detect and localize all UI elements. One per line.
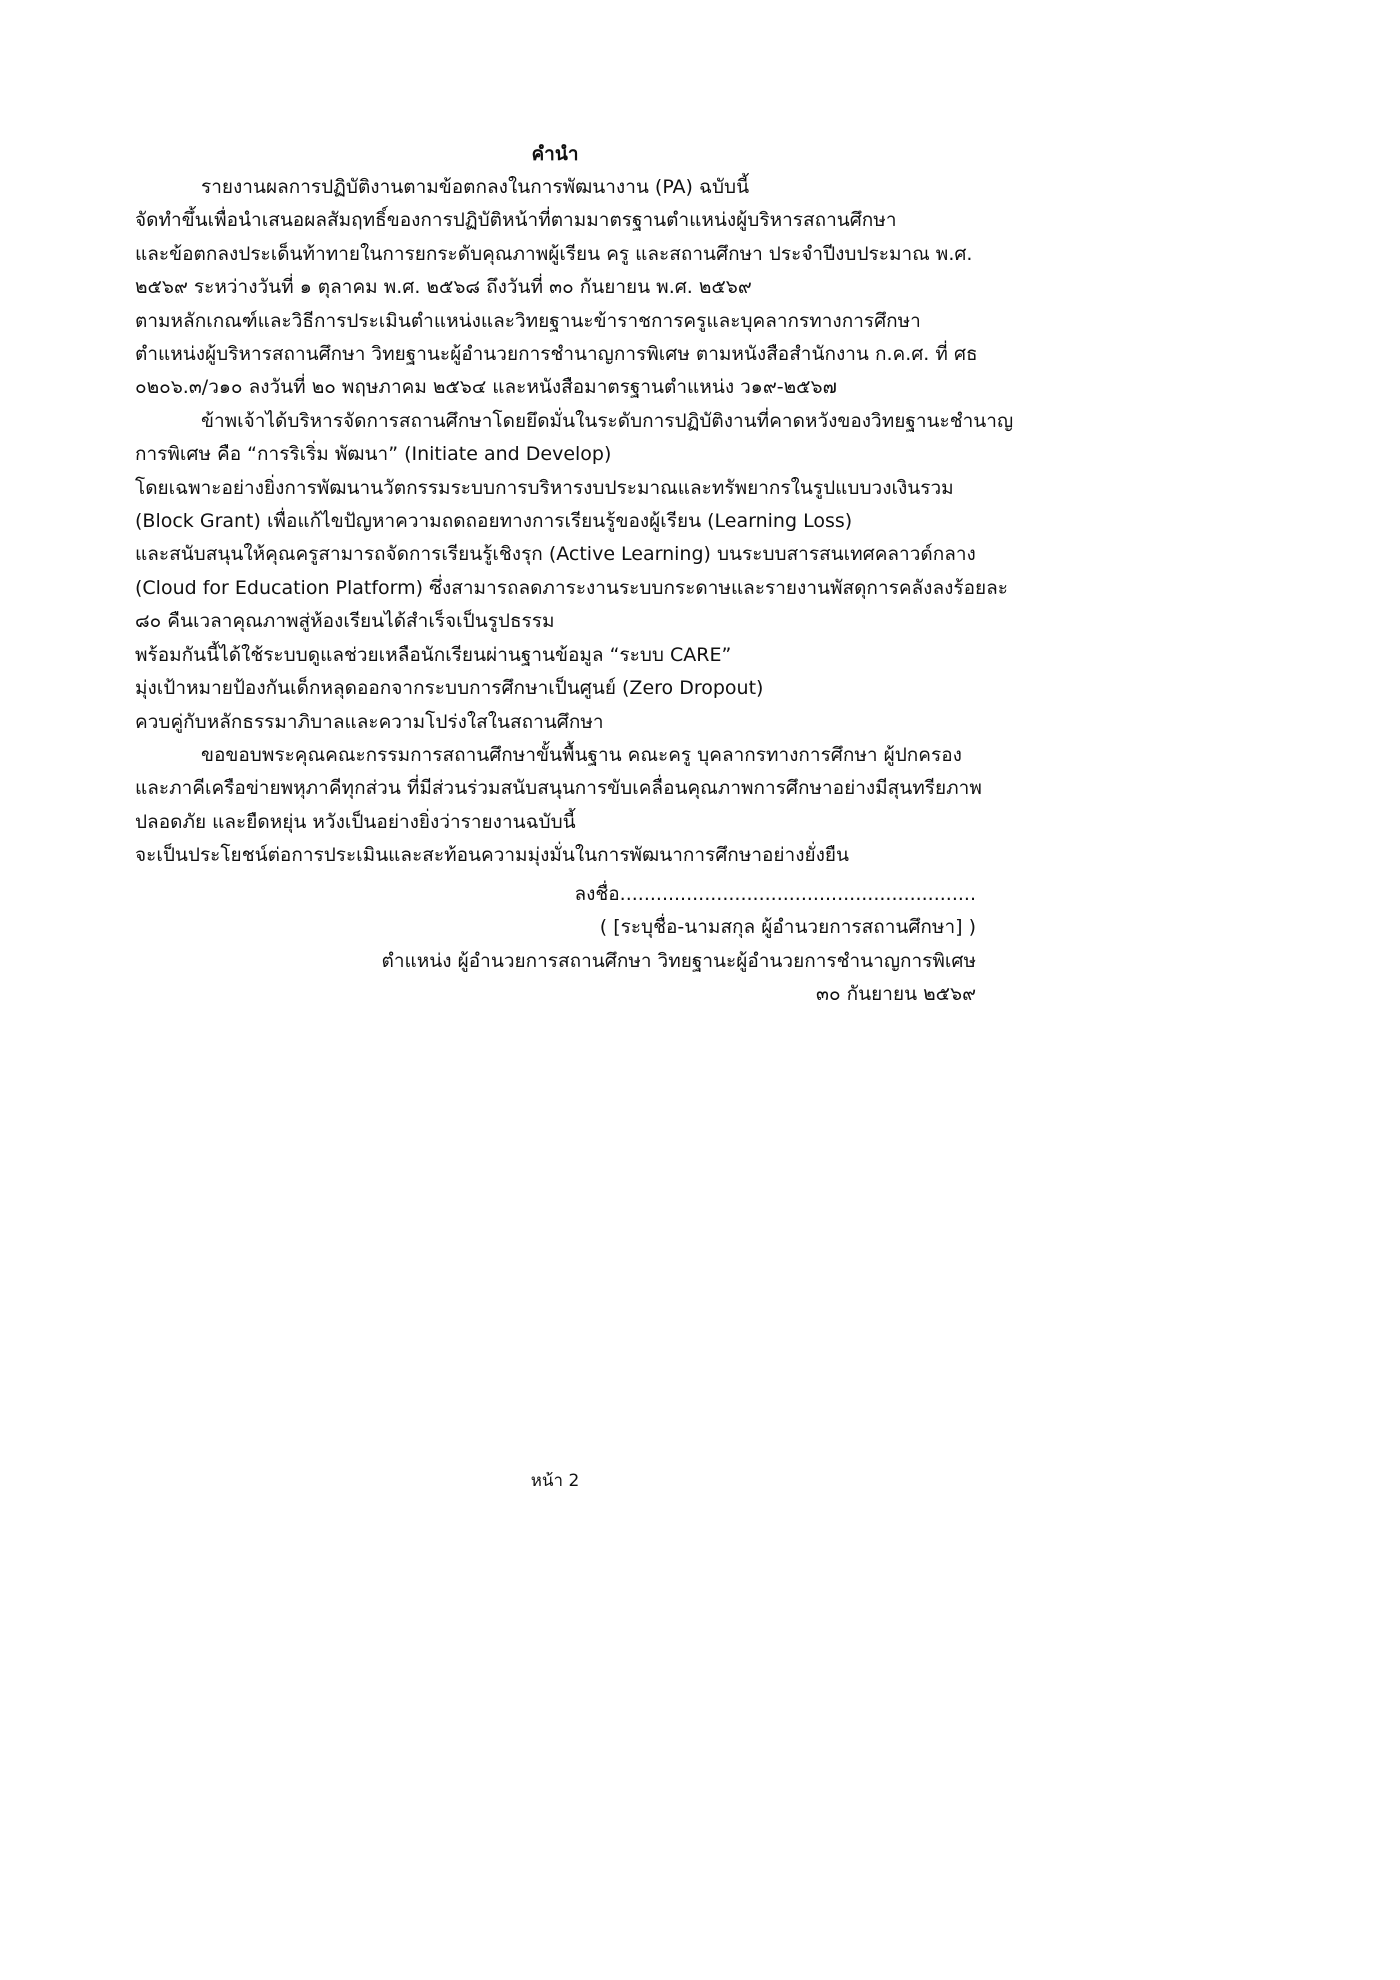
signature-date: ๓๐ กันยายน ๒๕๖๙ — [816, 983, 976, 1006]
document-body — [135, 171, 1014, 873]
paragraph-2-line: มุ่งเป้าหมายป้องกันเด็กหลุดออกจากระบบการศึกษาเป็นศูนย์ (Zero Dropout) — [135, 677, 764, 700]
paragraph-2-line: ๘๐ คืนเวลาคุณภาพสู่ห้องเรียนได้สำเร็จเป็นรูปธรรม — [135, 610, 555, 633]
paragraph-2-line: ควบคู่กับหลักธรรมาภิบาลและความโปร่งใสในสถานศึกษา — [135, 710, 604, 733]
signature-block — [135, 878, 976, 1012]
paragraph-1-line: ตำแหน่งผู้บริหารสถานศึกษา วิทยฐานะผู้อำนวยการชำนาญการพิเศษ ตามหนังสือสำนักงาน ก.ค.ศ. ที่ ศธ — [135, 343, 978, 366]
document-title: คำนำ — [531, 143, 579, 165]
paragraph-2-line: และสนับสนุนให้คุณครูสามารถจัดการเรียนรู้เชิงรุก (Active Learning) บนระบบสารสนเทศคลาวด์กลาง — [135, 543, 976, 566]
paragraph-3-line: จะเป็นประโยชน์ต่อการประเมินและสะท้อนความมุ่งมั่นในการพัฒนาการศึกษาอย่างยั่งยืน — [135, 844, 850, 867]
paragraph-2-line: (Block Grant) เพื่อแก้ไขปัญหาความถดถอยทางการเรียนรู้ของผู้เรียน (Learning Loss) — [135, 510, 853, 533]
paragraph-3-line: และภาคีเครือข่ายพหุภาคีทุกส่วน ที่มีส่วนร่วมสนับสนุนการขับเคลื่อนคุณภาพการศึกษาอย่างมีสุนทรียภาพ — [135, 777, 982, 800]
page-number: หน้า 2 — [530, 1471, 580, 1491]
paragraph-2-line: (Cloud for Education Platform) ซึ่งสามารถลดภาระงานระบบกระดาษและรายงานพัสดุการคลังลงร้อยละ — [135, 576, 1008, 599]
paragraph-1-line: รายงานผลการปฏิบัติงานตามข้อตกลงในการพัฒนางาน (PA) ฉบับนี้ — [201, 176, 750, 198]
paragraph-1-line: ๐๒๐๖.๓/ว๑๐ ลงวันที่ ๒๐ พฤษภาคม ๒๕๖๔ และหนังสือมาตรฐานตำแหน่ง ว๑๙-๒๕๖๗ — [135, 376, 837, 399]
paragraph-1-line: จัดทำขึ้นเพื่อนำเสนอผลสัมฤทธิ์ของการปฏิบัติหน้าที่ตามมาตรฐานตำแหน่งผู้บริหารสถานศึกษา — [135, 209, 897, 232]
signer-name: ( [ระบุชื่อ-นามสกุล ผู้อำนวยการสถานศึกษา] ) — [599, 916, 976, 939]
paragraph-1-line: ตามหลักเกณฑ์และวิธีการประเมินตำแหน่งและวิทยฐานะข้าราชการครูและบุคลากรทางการศึกษา — [135, 309, 921, 332]
paragraph-1-line: และข้อตกลงประเด็นท้าทายในการยกระดับคุณภาพผู้เรียน ครู และสถานศึกษา ประจำปีงบประมาณ พ.ศ. — [135, 242, 973, 265]
paragraph-2-line: การพิเศษ คือ “การริเริ่ม พัฒนา” (Initiate and Develop) — [135, 443, 612, 466]
paragraph-3-line: ปลอดภัย และยืดหยุ่น หวังเป็นอย่างยิ่งว่ารายงานฉบับนี้ — [135, 810, 576, 833]
paragraph-3-line: ขอขอบพระคุณคณะกรรมการสถานศึกษาขั้นพื้นฐาน คณะครู บุคลากรทางการศึกษา ผู้ปกครอง — [201, 743, 962, 766]
signature-line: ลงชื่อ........................................................... — [574, 883, 976, 905]
paragraph-1-line: ๒๕๖๙ ระหว่างวันที่ ๑ ตุลาคม พ.ศ. ๒๕๖๘ ถึงวันที่ ๓๐ กันยายน พ.ศ. ๒๕๖๙ — [135, 276, 752, 299]
paragraph-2-line: พร้อมกันนี้ได้ใช้ระบบดูแลช่วยเหลือนักเรียนผ่านฐานข้อมูล “ระบบ CARE” — [135, 643, 732, 666]
paragraph-2-line: ข้าพเจ้าได้บริหารจัดการสถานศึกษาโดยยึดมั่นในระดับการปฏิบัติงานที่คาดหวังของวิทยฐานะชำนาญ — [201, 409, 1014, 432]
signer-position: ตำแหน่ง ผู้อำนวยการสถานศึกษา วิทยฐานะผู้อำนวยการชำนาญการพิเศษ — [381, 949, 976, 972]
paragraph-2-line: โดยเฉพาะอย่างยิ่งการพัฒนานวัตกรรมระบบการบริหารงบประมาณและทรัพยากรในรูปแบบวงเงินรวม — [135, 476, 954, 499]
